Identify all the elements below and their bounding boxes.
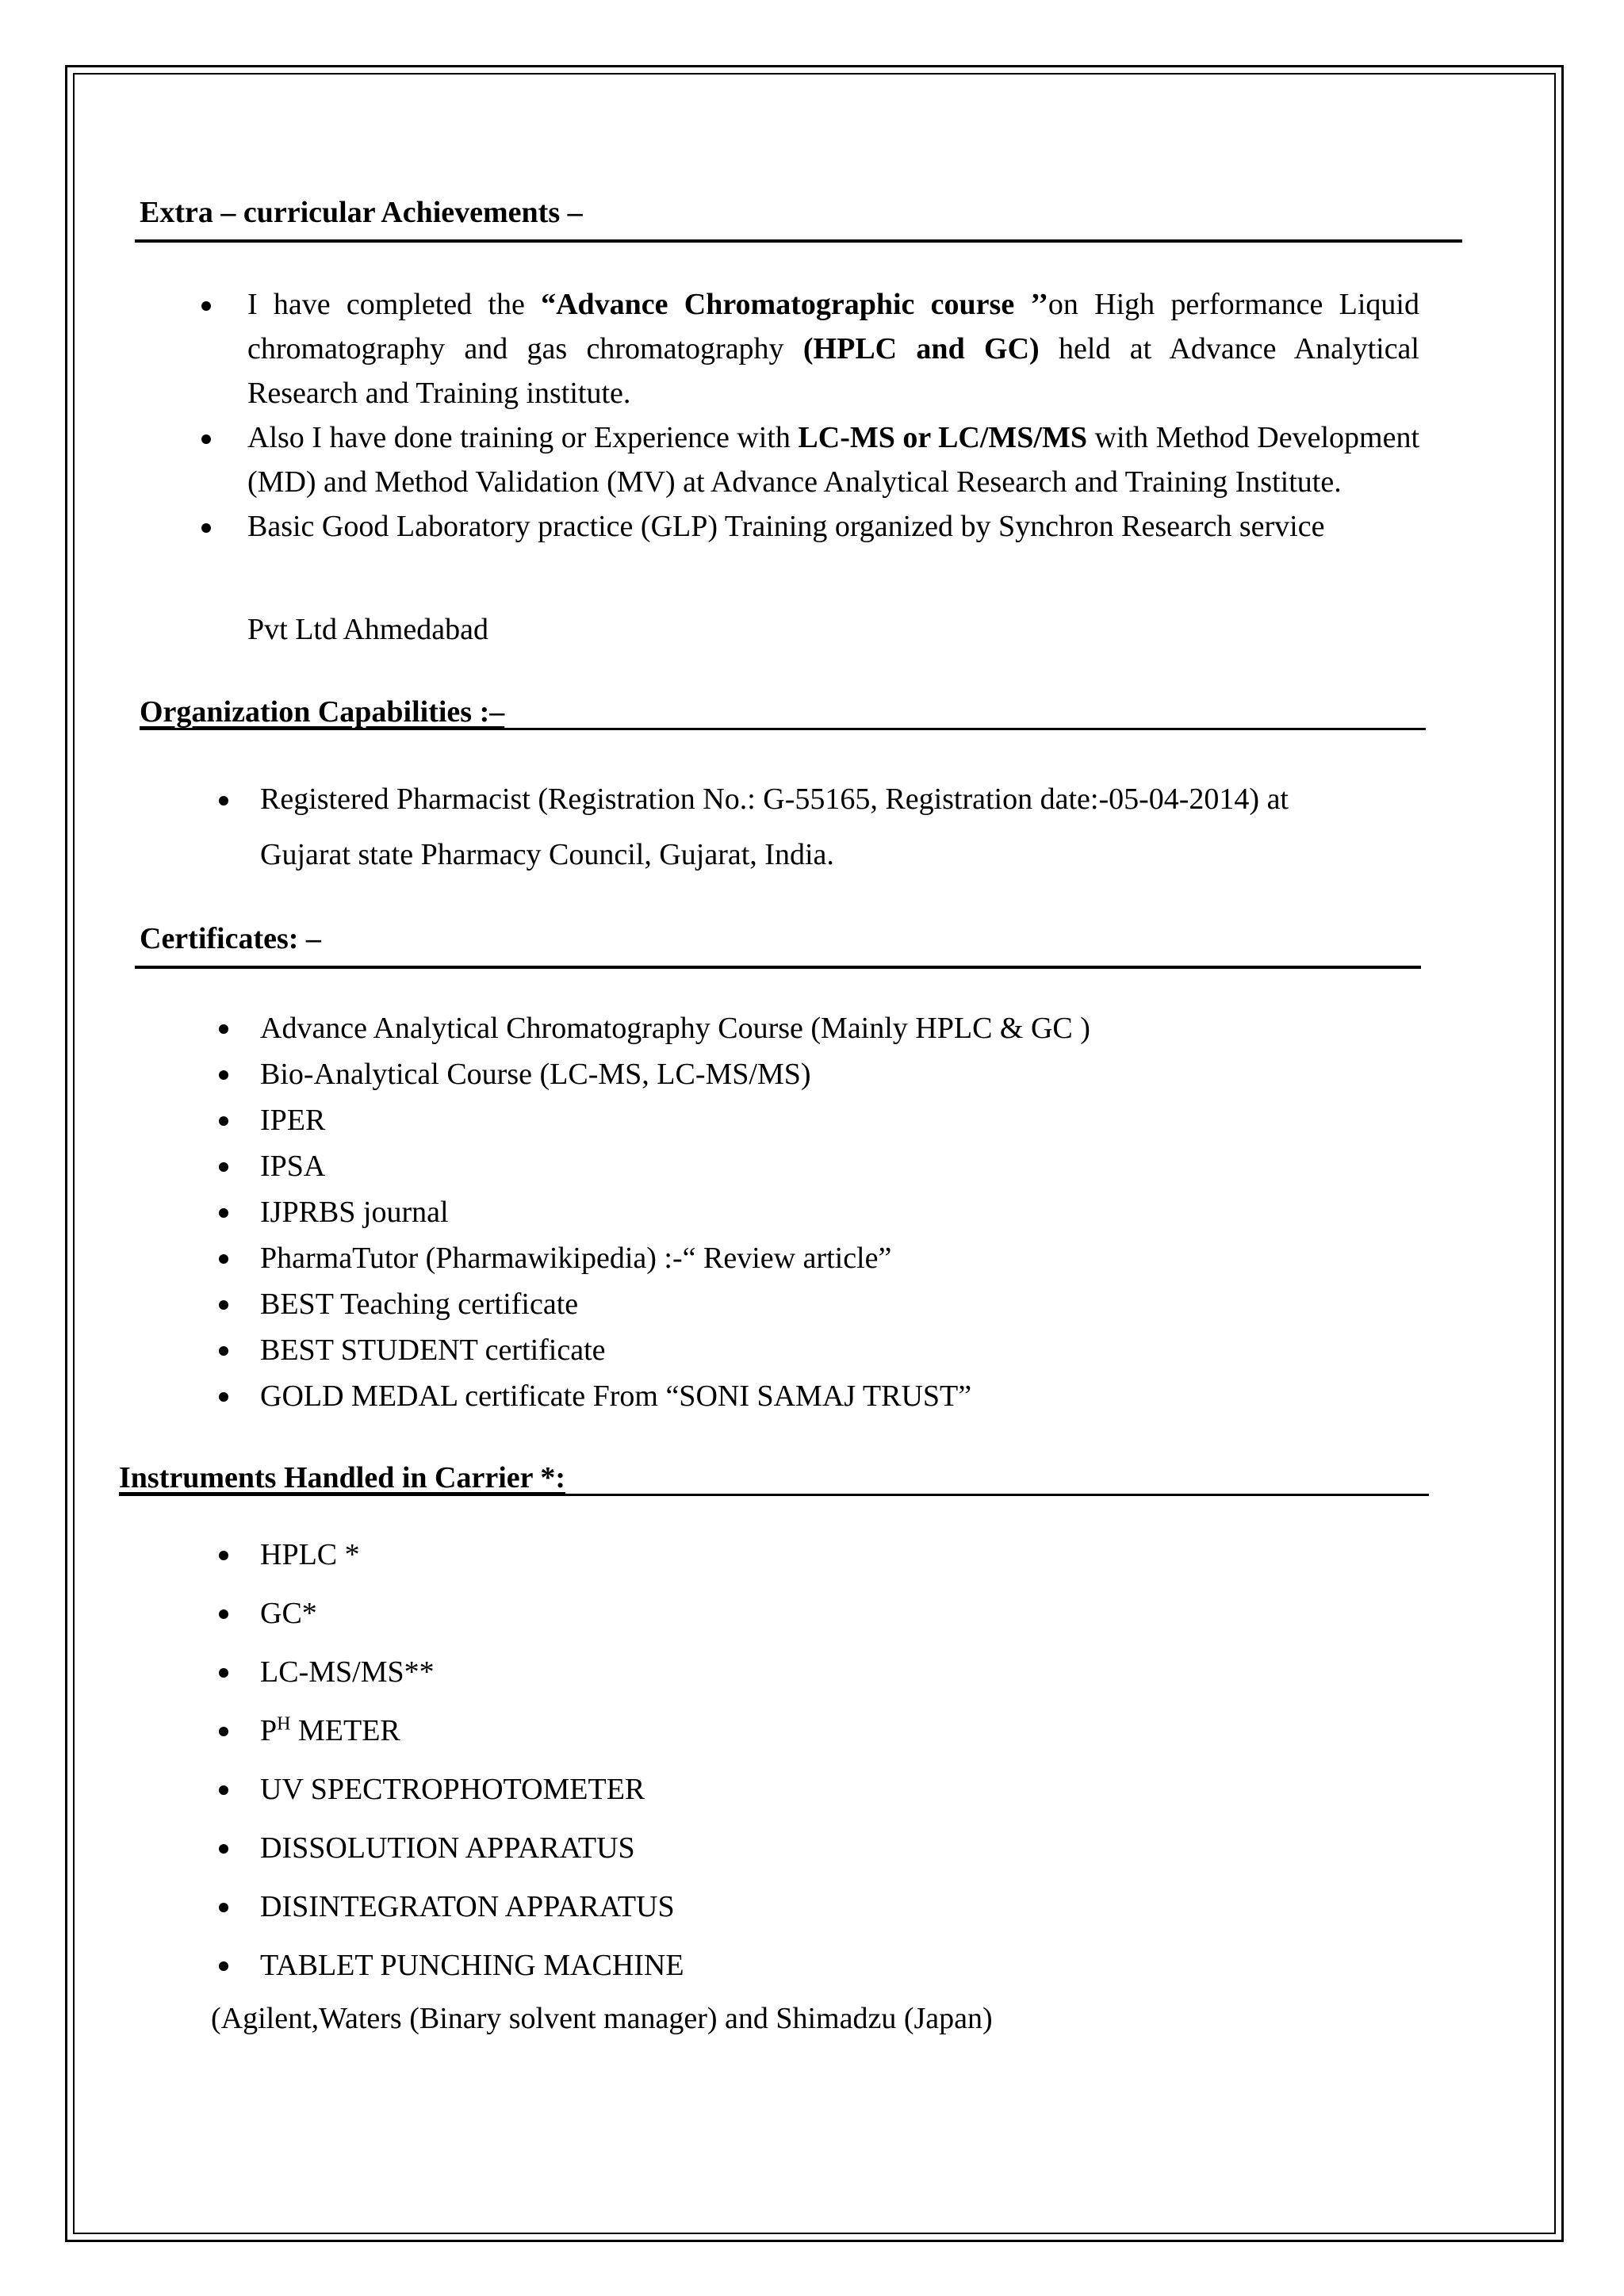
list-item: [260, 1281, 1434, 1327]
item-text: UV SPECTROPHOTOMETER: [260, 1773, 645, 1806]
item-text: LC-MS/MS**: [260, 1655, 435, 1689]
list-item: [260, 1877, 1434, 1936]
organization-list: [260, 777, 1434, 821]
list-item: [260, 1097, 1434, 1143]
bullet-icon: [219, 1727, 228, 1736]
item-text: held at Advance Analytical Research and Training institute.: [247, 332, 1419, 410]
list-item: [260, 777, 1434, 821]
list-item: [260, 1373, 1434, 1419]
list-item: [260, 1584, 1434, 1643]
list-item: [247, 282, 1419, 415]
item-text: IPER: [260, 1104, 326, 1137]
bullet-icon: [219, 796, 228, 806]
list-item: [260, 1525, 1434, 1584]
item-text: on High performance Liquid chromatography and gas chromatography: [247, 288, 1419, 365]
bullet-icon: [219, 1116, 228, 1126]
list-item: [260, 1701, 1434, 1760]
item-text: Bio-Analytical Course (LC-MS, LC-MS/MS): [260, 1058, 811, 1091]
item-text: I have completed the: [247, 288, 542, 321]
bullet-icon: [219, 1844, 228, 1854]
organization-heading: Organization Capabilities :–: [140, 695, 505, 729]
item-bold: “Advance Chromatographic course ’’: [541, 288, 1048, 321]
item-text: BEST STUDENT certificate: [260, 1334, 606, 1367]
item-text: DISINTEGRATON APPARATUS: [260, 1890, 675, 1923]
item-text: Also I have done training or Experience with: [247, 421, 799, 454]
list-item: [260, 1189, 1434, 1235]
list-item: [260, 1643, 1434, 1701]
list-item: [260, 1760, 1434, 1819]
bullet-icon: [219, 1668, 228, 1678]
item-text: HPLC *: [260, 1538, 360, 1571]
item-text: IPSA: [260, 1150, 326, 1183]
certificates-rule: [135, 966, 1421, 969]
ph-rest: METER: [290, 1714, 400, 1747]
item-text: with Method Development (MD) and Method Validation (MV) at Advance Analytical Research and Training Institute.: [247, 421, 1420, 499]
list-item: [260, 1327, 1434, 1373]
bullet-icon: [219, 1609, 228, 1619]
list-item: [247, 415, 1419, 504]
bullet-icon: [219, 1208, 228, 1218]
list-item: [260, 1819, 1434, 1877]
organization-line-2: Gujarat state Pharmacy Council, Gujarat, India.: [260, 838, 834, 871]
item-text: Advance Analytical Chromatography Course (Mainly HPLC & GC ): [260, 1012, 1090, 1045]
item-text: GC*: [260, 1597, 317, 1630]
bullet-icon: [219, 1024, 228, 1034]
bullet-icon: [219, 1903, 228, 1912]
glp-line-2: Pvt Ltd Ahmedabad: [247, 613, 488, 646]
item-text: BEST Teaching certificate: [260, 1288, 579, 1321]
bullet-icon: [219, 1392, 228, 1402]
organization-rule: [140, 728, 1426, 730]
bullet-icon: [219, 1551, 228, 1560]
bullet-icon: [201, 301, 211, 311]
bullet-icon: [219, 1785, 228, 1795]
list-item: [260, 1936, 1434, 1995]
bullet-icon: [219, 1961, 228, 1971]
list-item: [247, 504, 1419, 549]
instruments-rule: [119, 1494, 1429, 1496]
item-bold: LC-MS or LC/MS/MS: [798, 421, 1087, 454]
item-text: Basic Good Laboratory practice (GLP) Training organized by Synchron Research service: [247, 510, 1325, 543]
bullet-icon: [219, 1346, 228, 1356]
item-text: TABLET PUNCHING MACHINE: [260, 1949, 684, 1982]
bullet-icon: [219, 1300, 228, 1310]
extra-curricular-rule: [135, 239, 1462, 243]
extra-curricular-heading: Extra – curricular Achievements –: [140, 196, 583, 229]
ph-base: P: [260, 1714, 278, 1747]
bullet-icon: [219, 1162, 228, 1172]
bullet-icon: [201, 523, 211, 533]
bullet-icon: [219, 1070, 228, 1080]
item-text: PharmaTutor (Pharmawikipedia) :-“ Review article”: [260, 1242, 892, 1275]
item-text: GOLD MEDAL certificate From “SONI SAMAJ TRUST”: [260, 1380, 972, 1413]
list-item: [260, 1005, 1434, 1051]
instruments-footer: (Agilent,Waters (Binary solvent manager) and Shimadzu (Japan): [211, 2002, 993, 2035]
extra-curricular-list: [247, 282, 1419, 549]
item-text: DISSOLUTION APPARATUS: [260, 1831, 635, 1865]
instruments-heading: Instruments Handled in Carrier *:: [119, 1461, 565, 1494]
list-item: [260, 1235, 1434, 1281]
ph-superscript: H: [277, 1713, 291, 1735]
certificates-heading: Certificates: –: [140, 922, 321, 955]
instruments-list: [260, 1525, 1434, 1995]
item-bold: (HPLC and GC): [802, 332, 1040, 365]
list-item: [260, 1051, 1434, 1097]
list-item: [260, 1143, 1434, 1189]
certificates-list: [260, 1005, 1434, 1419]
bullet-icon: [201, 434, 211, 444]
item-text: IJPRBS journal: [260, 1196, 449, 1229]
bullet-icon: [219, 1254, 228, 1264]
item-text: Registered Pharmacist (Registration No.: G-55165, Registration date:-05-04-2014) at: [260, 783, 1289, 816]
